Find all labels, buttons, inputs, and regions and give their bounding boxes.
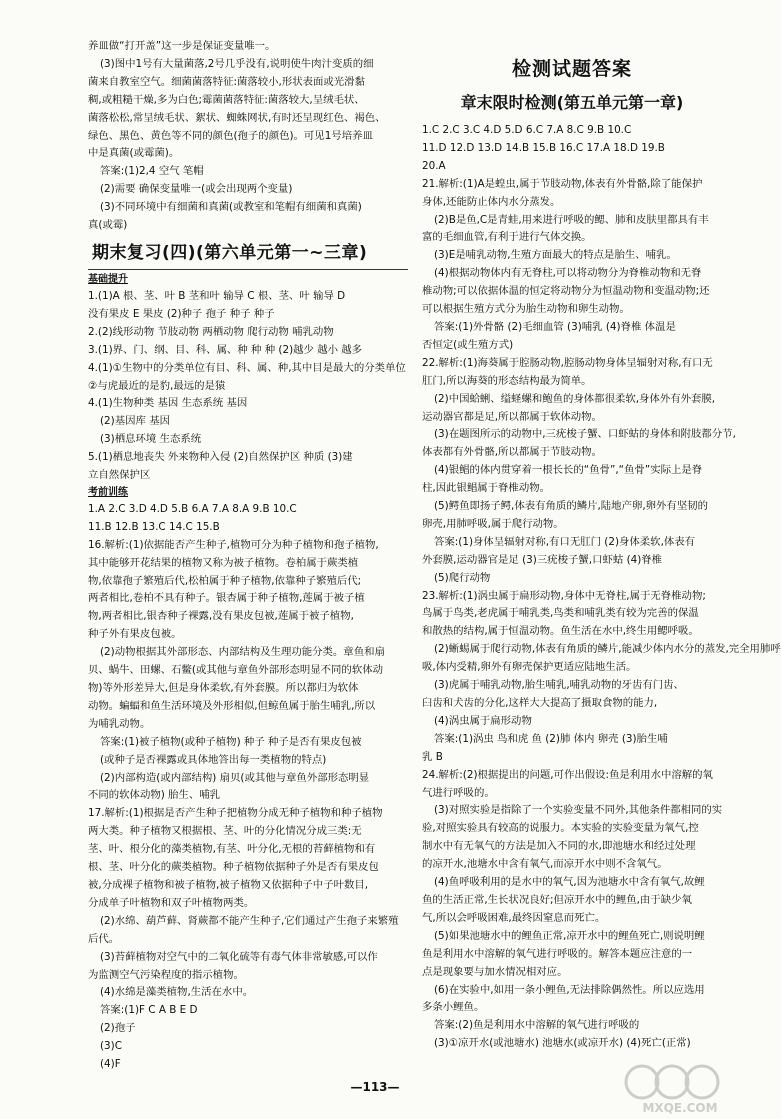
text-line: 外套膜,运动器官是足 (3)三疣梭子蟹,口虾蛄 (4)脊椎 (422, 553, 663, 566)
text-line: 23.解析:(1)涡虫属于扁形动物,身体中无脊柱,属于无脊椎动物; (422, 589, 706, 602)
text-line: 验,对照实验具有较高的说服力。本实验的实验变量为氧气,控 (422, 822, 699, 835)
text-line: (2)B是鱼,C是青蛙,用来进行呼吸的鳃、肺和皮肤里都具有丰 (434, 213, 709, 226)
text-line: (2)内部构造(或内部结构) 扇贝(或其他与章鱼外部形态明显 (100, 771, 370, 784)
text-line: 21.解析:(1)A是蝗虫,属于节肢动物,体表有外骨骼,除了能保护 (422, 177, 703, 190)
text-line: 答案:(1)外骨骼 (2)毛细血管 (3)哺乳 (4)脊椎 体温是 (434, 320, 676, 333)
text-line: 绿色、黑色、黄色等不同的颜色(孢子的颜色)。可见1号培养皿 (88, 129, 373, 142)
text-line: (3)苔藓植物对空气中的二氧化硫等有毒气体非常敏感,可以作 (100, 950, 378, 963)
left-top-block (88, 38, 408, 235)
text-line: (3)①凉开水(或池塘水) 池塘水(或凉开水) (4)死亡(正常) (434, 1037, 691, 1050)
text-line: 2.(2)线形动物 节肢动物 两栖动物 爬行动物 哺乳动物 (88, 325, 334, 338)
text-line: (3)在题图所示的动物中,三疣梭子蟹、口虾蛄的身体和附肢都分节, (434, 428, 736, 441)
text-line: 答案:(1)身体呈辐射对称,有口无肛门 (2)身体柔软,体表有 (434, 535, 696, 548)
text-line: 富的毛细血管,有利于进行气体交换。 (422, 231, 592, 244)
text-line: 不同的软体动物) 胎生、哺乳 (88, 789, 221, 802)
text-line: (3)C (100, 1040, 122, 1053)
text-line: 1.A 2.C 3.D 4.D 5.B 6.A 7.A 8.A 9.B 10.C (88, 502, 297, 515)
answers-title: 检测试题答案 (511, 58, 632, 80)
text-line: 种子外有果皮包被。 (88, 628, 182, 641)
text-line: 后代。 (88, 932, 120, 945)
text-line: 臼齿和犬齿的分化,这样大大提高了摄取食物的能力, (422, 697, 658, 709)
text-line: 根、茎、叶分化的蕨类植物。种子植物依据种子外是否有果皮包 (88, 861, 379, 874)
text-line: (4)鱼呼吸利用的是水中的氧气,因为池塘水中含有氧气,故鲤 (434, 876, 705, 889)
svg-text:MXQE.COM: MXQE.COM (642, 1101, 718, 1115)
text-line: 为哺乳动物。 (88, 717, 151, 730)
text-line: 柱,因此银鲳属于脊椎动物。 (422, 482, 550, 495)
text-line: 运动器官都是足,所以都属于软体动物。 (422, 410, 602, 423)
text-line: ②与虎最近的是豹,最远的是猿 (88, 379, 226, 392)
text-line: (2)水绵、葫芦藓、肾蕨都不能产生种子,它们通过产生孢子来繁殖 (100, 914, 399, 927)
text-line: (2)需要 确保变量唯一(或会出现两个变量) (100, 183, 293, 196)
text-line: 17.解析:(1)根据是否产生种子把植物分成无种子植物和种子植物 (88, 807, 383, 820)
text-line: 物,两者相比,银杏种子裸露,没有果皮包被,莲属于被子植物, (88, 610, 354, 623)
text-line: (2)蜥蜴属于爬行动物,体表有角质的鳞片,能减少体内水分的蒸发,完全用肺呼 (434, 643, 781, 656)
text-line: (4)F (100, 1058, 121, 1071)
text-line: 椎动物;可以依据体温的恒定将动物分为恒温动物和变温动物;还 (422, 285, 710, 298)
text-line: 否恒定(或生殖方式) (422, 338, 514, 351)
text-line: (2)中国蛤蜊、缢蛏螺和鲍鱼的身体都很柔软,身体外有外套膜, (434, 392, 716, 405)
text-line: 24.解析:(2)根据提出的问题,可作出假设:鱼是利用水中溶解的氧 (422, 768, 713, 781)
text-line: (5)鳄鱼即扬子鳄,体表有角质的鳞片,陆地产卵,卵外有坚韧的 (434, 500, 708, 513)
text-line: 身体,还能防止体内水分蒸发。 (422, 195, 561, 208)
text-line: 菌来自教室空气。细菌菌落特征:菌落较小,形状表面或光滑黏 (88, 75, 365, 88)
text-line: 鱼是利用水中溶解的氧气进行呼吸的。解答本题应注意的一 (422, 947, 693, 960)
text-line: 制水中有无氧气的方法是加入不同的水,即池塘水和经过处理 (422, 840, 696, 853)
text-line: 20.A (422, 159, 446, 172)
text-line: (4)水绵是藻类植物,生活在水中。 (100, 986, 254, 999)
text-line: 养皿做“打开盖”这一步是保证变量唯一。 (88, 40, 276, 52)
text-line: 被,分成裸子植物和被子植物,被子植物又依据种子中子叶数目, (88, 878, 369, 891)
text-line: 鸟属于鸟类,老虎属于哺乳类,鸟类和哺乳类有较为完善的保温 (422, 607, 699, 620)
text-line: 物,依靠孢子繁殖后代,松柏属于种子植物,依靠种子繁殖后代; (88, 574, 362, 587)
watermark-logo (620, 1060, 740, 1116)
right-block (422, 122, 781, 1053)
review-title: 期末复习(四)(第六单元第一~三章) (92, 242, 368, 263)
text-line: 可以根据生殖方式分为胎生动物和卵生动物。 (422, 303, 630, 316)
text-line: 11.D 12.D 13.D 14.B 15.B 16.C 17.A 18.D 19.B (422, 141, 665, 154)
left-bottom-block (88, 501, 408, 1074)
text-line: 22.解析:(1)海葵属于腔肠动物,腔肠动物身体呈辐射对称,有口无 (422, 356, 713, 369)
text-line: (3)图中1号有大量菌落,2号几乎没有,说明使牛肉汁变质的细 (100, 57, 374, 70)
text-line: (3)对照实验是指除了一个实验变量不同外,其他条件都相同的实 (434, 804, 723, 817)
right-column (422, 38, 781, 1053)
text-line: 菌落松松,常呈绒毛状、絮状、蜘蛛网状,有时还呈现红色、褐色、 (88, 111, 386, 124)
text-line: 真(或霉) (88, 219, 128, 232)
text-line: 体表都有外骨骼,所以都属于节肢动物。 (422, 446, 602, 459)
text-line: 答案:(1)被子植物(或种子植物) 种子 种子是否有果皮包被 (100, 735, 362, 748)
text-line: (3)虎属于哺乳动物,胎生哺乳,哺乳动物的牙齿有门齿、 (434, 679, 684, 692)
text-line: (5)爬行动物 (434, 571, 491, 584)
chapter-test-subtitle: 章末限时检测(第五单元第一章) (460, 93, 684, 112)
text-line: (5)如果池塘水中的鲤鱼正常,凉开水中的鲤鱼死亡,则说明鲤 (434, 929, 705, 942)
text-line: 立自然保护区 (88, 469, 151, 482)
section-basic: 基础提升 (88, 273, 128, 285)
text-line: 茎、叶、根分化的藻类植物,有茎、叶分化,无根的苔藓植物和有 (88, 843, 376, 856)
text-line: (2)孢子 (100, 1022, 136, 1035)
text-line: (或种子是否裸露或具体地答出每一类植物的特点) (100, 753, 327, 766)
text-line: (3)不同环境中有细菌和真菌(或教室和笔帽有细菌和真菌) (100, 201, 362, 214)
text-line: (3)E是哺乳动物,生殖方面最大的特点是胎生、哺乳。 (434, 249, 677, 262)
text-line: 气,所以会呼吸困难,最终因窒息而死亡。 (422, 911, 606, 924)
text-line: (4)根据动物体内有无脊柱,可以将动物分为脊椎动物和无脊 (434, 267, 702, 280)
text-line: 动物。蝙蝠和鱼生活环境及外形相似,但鲸鱼属于胎生哺乳,所以 (88, 699, 376, 712)
text-line: 答案:(1)F C A B E D (100, 1004, 198, 1017)
text-line: (4)银鲳的体内贯穿着一根长长的“鱼骨”,“鱼骨”实际上是脊 (434, 464, 703, 477)
text-line: (2)动物根据其外部形态、内部结构及生理功能分类。章鱼和扇 (100, 646, 385, 659)
text-line: (4)涡虫属于扁形动物 (434, 714, 532, 727)
text-line: (3)栖息环境 生态系统 (100, 433, 202, 446)
text-line: 1.(1)A 根、茎、叶 B 茎和叶 输导 C 根、茎、叶 输导 D (88, 289, 346, 302)
text-line: 两者相比,卷柏不具有种子。银杏属于种子植物,莲属于被子植 (88, 592, 365, 605)
text-line: 没有果皮 E 果皮 (2)种子 孢子 种子 种子 (88, 307, 275, 320)
text-line: 其中能够开花结果的植物又称为被子植物。卷柏属于蕨类植 (88, 556, 359, 569)
text-line: 11.B 12.B 13.C 14.C 15.B (88, 520, 220, 533)
text-line: 鱼的生活正常,生长状况良好;但凉开水中的鲤鱼,由于缺少氧 (422, 893, 692, 906)
left-mid-block (88, 288, 408, 485)
text-line: 肛门,所以海葵的形态结构最为简单。 (422, 374, 592, 387)
divider (88, 269, 408, 270)
text-line: 为监测空气污染程度的指示植物。 (88, 968, 244, 981)
text-line: 中是真菌(或霉菌)。 (88, 147, 180, 160)
text-line: 两大类。种子植物又根据根、茎、叶的分化情况分成三类:无 (88, 825, 362, 838)
text-line: 3.(1)界、门、纲、目、科、属、种 种 种 (2)越少 越小 越多 (88, 343, 363, 356)
text-line: 1.C 2.C 3.C 4.D 5.D 6.C 7.A 8.C 9.B 10.C (422, 124, 632, 136)
left-column (88, 38, 408, 1074)
text-line: 吸,体内受精,卵外有卵壳保护更适应陆地生活。 (422, 661, 637, 674)
text-line: 的凉开水,池塘水中含有氧气,而凉开水中则不含氧气。 (422, 858, 668, 871)
text-line: 5.(1)栖息地丧失 外来物种入侵 (2)自然保护区 种质 (3)建 (88, 451, 353, 464)
text-line: 贝、蜗牛、田螺、石鳖(或其他与章鱼外部形态明显不同的软体动 (88, 664, 383, 677)
text-line: 物)等外形差异大,但是身体柔软,有外套膜。所以都归为软体 (88, 682, 359, 694)
text-line: 答案:(1)2,4 空气 笔帽 (100, 165, 204, 178)
section-exam: 考前训练 (88, 486, 128, 498)
page-number: —113— (350, 1080, 400, 1094)
text-line: 4.(1)生物种类 基因 生态系统 基因 (88, 397, 248, 410)
text-line: 分成单子叶植物和双子叶植物两类。 (88, 896, 255, 909)
text-line: (6)在实验中,如用一条小鲤鱼,无法排除偶然性。所以应选用 (434, 983, 705, 996)
text-line: 16.解析:(1)依据能否产生种子,植物可分为种子植物和孢子植物, (88, 538, 379, 551)
text-line: 答案:(1)涡虫 鸟和虎 鱼 (2)肺 体内 卵壳 (3)胎生哺 (434, 732, 668, 745)
text-line: 和散热的结构,属于恒温动物。鱼生活在水中,终生用鳃呼吸。 (422, 625, 699, 638)
text-line: (2)基因库 基因 (100, 415, 170, 428)
text-line: 点是现象要与加水情况相对应。 (422, 965, 568, 978)
text-line: 气进行呼吸的。 (422, 786, 495, 799)
text-line: 答案:(2)鱼是利用水中溶解的氧气进行呼吸的 (434, 1019, 640, 1032)
text-line: 稠,或粗糙干燥,多为白色;霉菌菌落特征:菌落较大,呈绒毛状、 (88, 93, 365, 106)
text-line: 4.(1)①生物中的分类单位有目、科、属、种,其中目是最大的分类单位 (88, 361, 406, 374)
text-line: 乳 B (422, 750, 443, 763)
text-line: 多条小鲤鱼。 (422, 1001, 485, 1014)
text-line: 卵壳,用肺呼吸,属于爬行动物。 (422, 517, 564, 530)
